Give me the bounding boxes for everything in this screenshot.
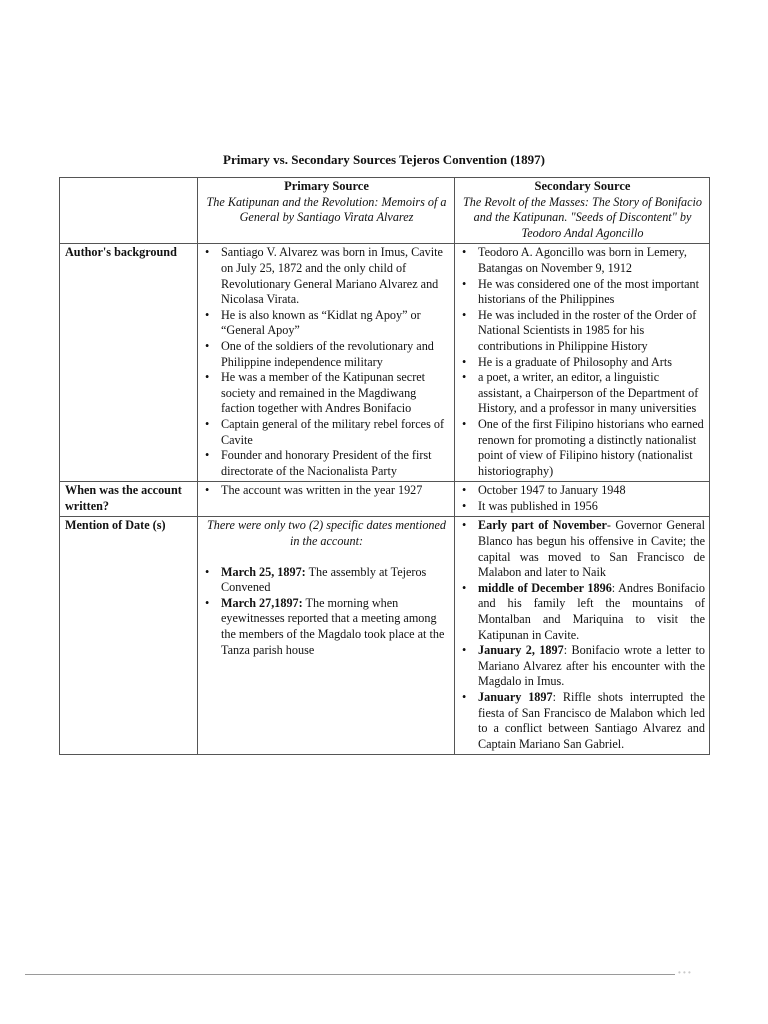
table-row-author bbox=[60, 244, 710, 482]
secondary-source-header bbox=[455, 178, 710, 244]
date-description: The assembly at Tejeros Convened bbox=[221, 564, 427, 595]
date-description: : Bonifacio wrote a letter to Mariano Alvarez after his encounter with the Magdalo in Imus. bbox=[478, 643, 705, 689]
author-primary-list bbox=[203, 245, 450, 479]
written-secondary-cell bbox=[455, 482, 710, 517]
dates-secondary-cell bbox=[455, 517, 710, 755]
list-item bbox=[475, 581, 705, 643]
list-item bbox=[475, 690, 705, 752]
date-label: middle of December 1896 bbox=[478, 580, 612, 595]
dates-primary-cell bbox=[198, 517, 455, 755]
table-row-written bbox=[60, 482, 710, 517]
list-item: • Founder and honorary President of the first directorate of the Nacionalista Party bbox=[218, 448, 450, 479]
primary-source-title: Primary Source bbox=[284, 179, 369, 193]
list-item: • Santiago V. Alvarez was born in Imus, Cavite on July 25, 1872 and the only child of Revolutionary General Mariano Alvarez and Nicolasa Virata. bbox=[218, 245, 450, 307]
footer-divider bbox=[25, 974, 675, 975]
secondary-source-title: Secondary Source bbox=[534, 179, 631, 193]
table-row-dates bbox=[60, 517, 710, 755]
list-item: • One of the first Filipino historians who earned renown for promoting a distinctly nationalist point of view of Filipino history (nationalist historiography) bbox=[475, 417, 705, 479]
primary-source-subtitle: The Katipunan and the Revolution: Memoirs of a General by Santiago Virata Alvarez bbox=[206, 194, 447, 225]
date-label: March 25, 1897: bbox=[221, 564, 306, 579]
author-secondary-list bbox=[460, 245, 705, 479]
written-primary-cell bbox=[198, 482, 455, 517]
date-label: March 27,1897: bbox=[221, 595, 303, 610]
list-item: • He was a member of the Katipunan secret society and remained in the Magdiwang faction together with Andres Bonifacio bbox=[218, 370, 450, 417]
list-item: • a poet, a writer, an editor, a linguistic assistant, a Chairperson of the Department of History, and a professor in many universities bbox=[475, 370, 705, 417]
footer-decoration: • • • bbox=[678, 968, 691, 977]
row-label-dates: Mention of Date (s) bbox=[60, 517, 198, 755]
author-primary-cell bbox=[198, 244, 455, 482]
dates-primary-note: There were only two (2) specific dates mentioned in the account: bbox=[206, 518, 447, 549]
dates-primary-list bbox=[203, 565, 450, 659]
secondary-source-subtitle: The Revolt of the Masses: The Story of Bonifacio and the Katipunan. "Seeds of Discontent" by Teodoro Andal Agoncillo bbox=[463, 194, 702, 240]
list-item: • The account was written in the year 1927 bbox=[218, 483, 450, 499]
list-item: • He is also known as “Kidlat ng Apoy” or “General Apoy” bbox=[218, 308, 450, 339]
date-label: January 1897 bbox=[478, 690, 553, 704]
row-label-written: When was the account written? bbox=[60, 482, 198, 517]
date-description: The morning when eyewitnesses reported that a meeting among the members of the Magdalo took place at the Tanza parish house bbox=[221, 595, 445, 657]
header-empty-cell bbox=[60, 178, 198, 244]
date-description: - Governor General Blanco has begun his offensive in Cavite; the capital was moved to San Francisco de Malabon and later to Naik bbox=[478, 518, 705, 580]
dates-secondary-list bbox=[460, 518, 705, 752]
row-label-author: Author's background bbox=[60, 244, 198, 482]
date-label: Early part of November bbox=[478, 518, 607, 533]
primary-source-header bbox=[198, 178, 455, 244]
list-item: • Teodoro A. Agoncillo was born in Lemery, Batangas on November 9, 1912 bbox=[475, 245, 705, 276]
list-item bbox=[475, 643, 705, 690]
list-item: • He was included in the roster of the Order of National Scientists in 1985 for his contributions in Philippine History bbox=[475, 308, 705, 355]
table-header-row bbox=[60, 178, 710, 244]
list-item: • It was published in 1956 bbox=[475, 499, 705, 515]
written-secondary-list bbox=[460, 483, 705, 514]
list-item: • Captain general of the military rebel forces of Cavite bbox=[218, 417, 450, 448]
date-label: January 2, 1897 bbox=[478, 643, 564, 658]
list-item: • One of the soldiers of the revolutionary and Philippine independence military bbox=[218, 339, 450, 370]
date-description: : Andres Bonifacio and his family left the mountains of Montalban and Mariquina to visit the Katipunan in Cavite. bbox=[478, 580, 705, 642]
document-title: Primary vs. Secondary Sources Tejeros Convention (1897) bbox=[223, 152, 545, 167]
list-item bbox=[475, 518, 705, 580]
list-item bbox=[218, 565, 450, 596]
list-item: • October 1947 to January 1948 bbox=[475, 483, 705, 499]
comparison-table bbox=[59, 177, 710, 755]
author-secondary-cell bbox=[455, 244, 710, 482]
list-item bbox=[218, 596, 450, 658]
list-item: • He is a graduate of Philosophy and Arts bbox=[475, 355, 705, 371]
written-primary-list bbox=[203, 483, 450, 499]
list-item: • He was considered one of the most important historians of the Philippines bbox=[475, 277, 705, 308]
date-description: : Riffle shots interrupted the fiesta of San Francisco de Malabon which led to a conflict between Santiago Alvarez and Captain Mariano San Gabriel. bbox=[478, 690, 706, 751]
